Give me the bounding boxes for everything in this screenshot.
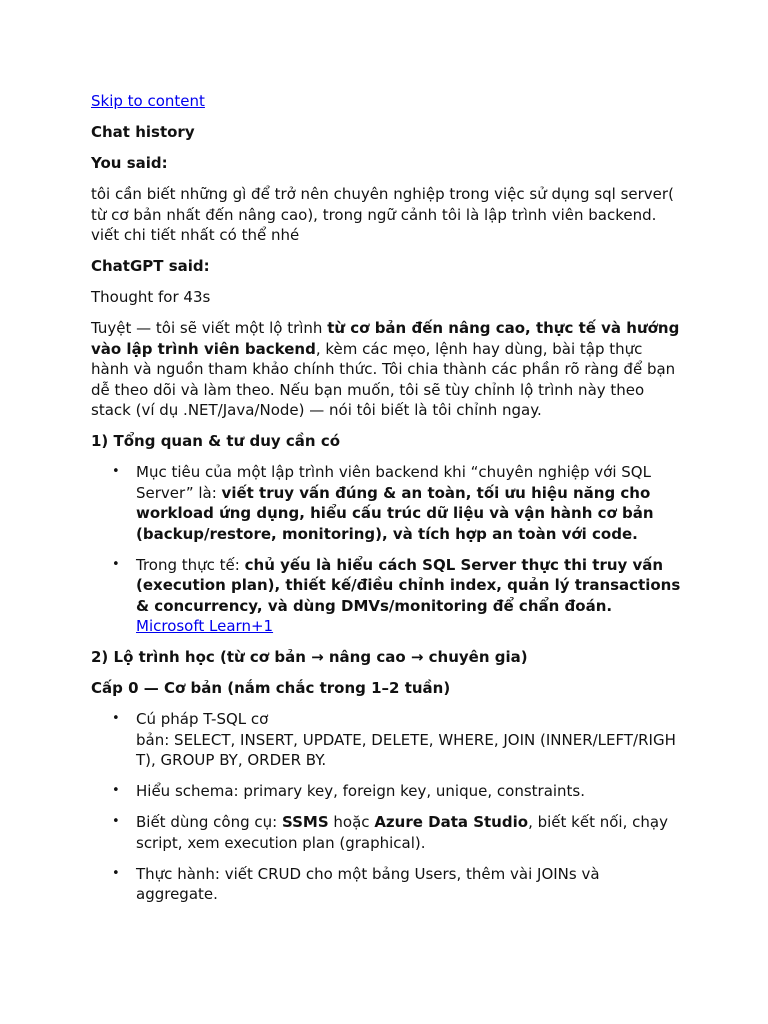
list-item: • Hiểu schema: primary key, foreign key, unique, constraints. <box>136 781 681 802</box>
intro-text-2: , kèm các mẹo, lệnh hay dùng, bài tập thực hành và nguồn tham khảo chính thức. Tôi chia thành các phần rõ ràng để bạn dễ theo dõi và làm theo. Nếu bạn muốn, tôi sẽ tùy chỉnh lộ trình này theo stack (ví dụ .NET/Java/Node) — nói tôi biết là tôi chỉnh ngay. <box>91 339 676 419</box>
assistant-label: ChatGPT said: <box>91 257 210 275</box>
tools-text-1: Biết dùng công cụ: <box>136 813 282 831</box>
bullet-text: Trong thực tế: <box>136 555 245 574</box>
user-label: You said: <box>91 154 168 172</box>
tools-text-2: hoặc <box>328 813 375 831</box>
tools-text-3: , biết kết nối, chạy script, xem execution plan (graphical). <box>136 813 668 852</box>
bullet-text: Mục tiêu của một lập trình viên backend khi “chuyên nghiệp với SQL Server” là: <box>136 463 651 502</box>
list-item <box>136 555 681 637</box>
bullet-bold: viết truy vấn đúng & an toàn, tối ưu hiệu năng cho workload ứng dụng, hiểu cấu trúc dữ liệu và vận hành cơ bản (backup/restore, monitoring), và tích hợp an toàn với code. <box>136 483 654 543</box>
level0-heading: Cấp 0 — Cơ bản (nắm chắc trong 1–2 tuần) <box>91 679 451 697</box>
syntax-line-3: T), GROUP BY, ORDER BY. <box>136 751 327 769</box>
section1-heading: 1) Tổng quan & tư duy cần có <box>91 432 341 450</box>
ssms-bold: SSMS <box>281 813 329 831</box>
list-item: • Thực hành: viết CRUD cho một bảng Users, thêm vài JOINs và aggregate. <box>136 864 681 905</box>
bullet-bold: chủ yếu là hiểu cách SQL Server thực thi truy vấn (execution plan), thiết kế/điều chỉnh index, quản lý transactions & concurrency, và dùng DMVs/monitoring để chẩn đoán. <box>136 555 681 615</box>
list-item <box>136 709 681 771</box>
section1-list <box>91 462 681 637</box>
intro-bold: từ cơ bản đến nâng cao, thực tế và hướng vào lập trình viên backend <box>91 319 680 358</box>
skip-to-content-paragraph <box>91 91 681 112</box>
skip-to-content-link[interactable]: Skip to content <box>91 92 205 110</box>
list-item <box>136 812 681 853</box>
intro-text-1: Tuyệt — tôi sẽ viết một lộ trình <box>91 319 328 337</box>
level0-list <box>91 709 681 905</box>
assistant-intro <box>91 318 681 421</box>
microsoft-learn-link[interactable]: Microsoft Learn+1 <box>136 617 274 635</box>
user-message: tôi cần biết những gì để trở nên chuyên nghiệp trong việc sử dụng sql server( từ cơ bản nhất đến nâng cao), trong ngữ cảnh tôi là lập trình viên backend. viết chi tiết nhất có thể nhé <box>91 185 674 244</box>
section2-heading: 2) Lộ trình học (từ cơ bản → nâng cao → chuyên gia) <box>91 648 528 666</box>
document <box>91 91 681 915</box>
thought-duration: Thought for 43s <box>91 288 211 306</box>
azure-data-studio-bold: Azure Data Studio <box>374 813 529 831</box>
syntax-line-1: Cú pháp T-SQL cơ <box>136 710 269 728</box>
list-item <box>136 462 681 544</box>
syntax-line-2: bản: SELECT, INSERT, UPDATE, DELETE, WHERE, JOIN (INNER/LEFT/RIGH <box>136 730 676 749</box>
chat-history-heading: Chat history <box>91 123 195 141</box>
